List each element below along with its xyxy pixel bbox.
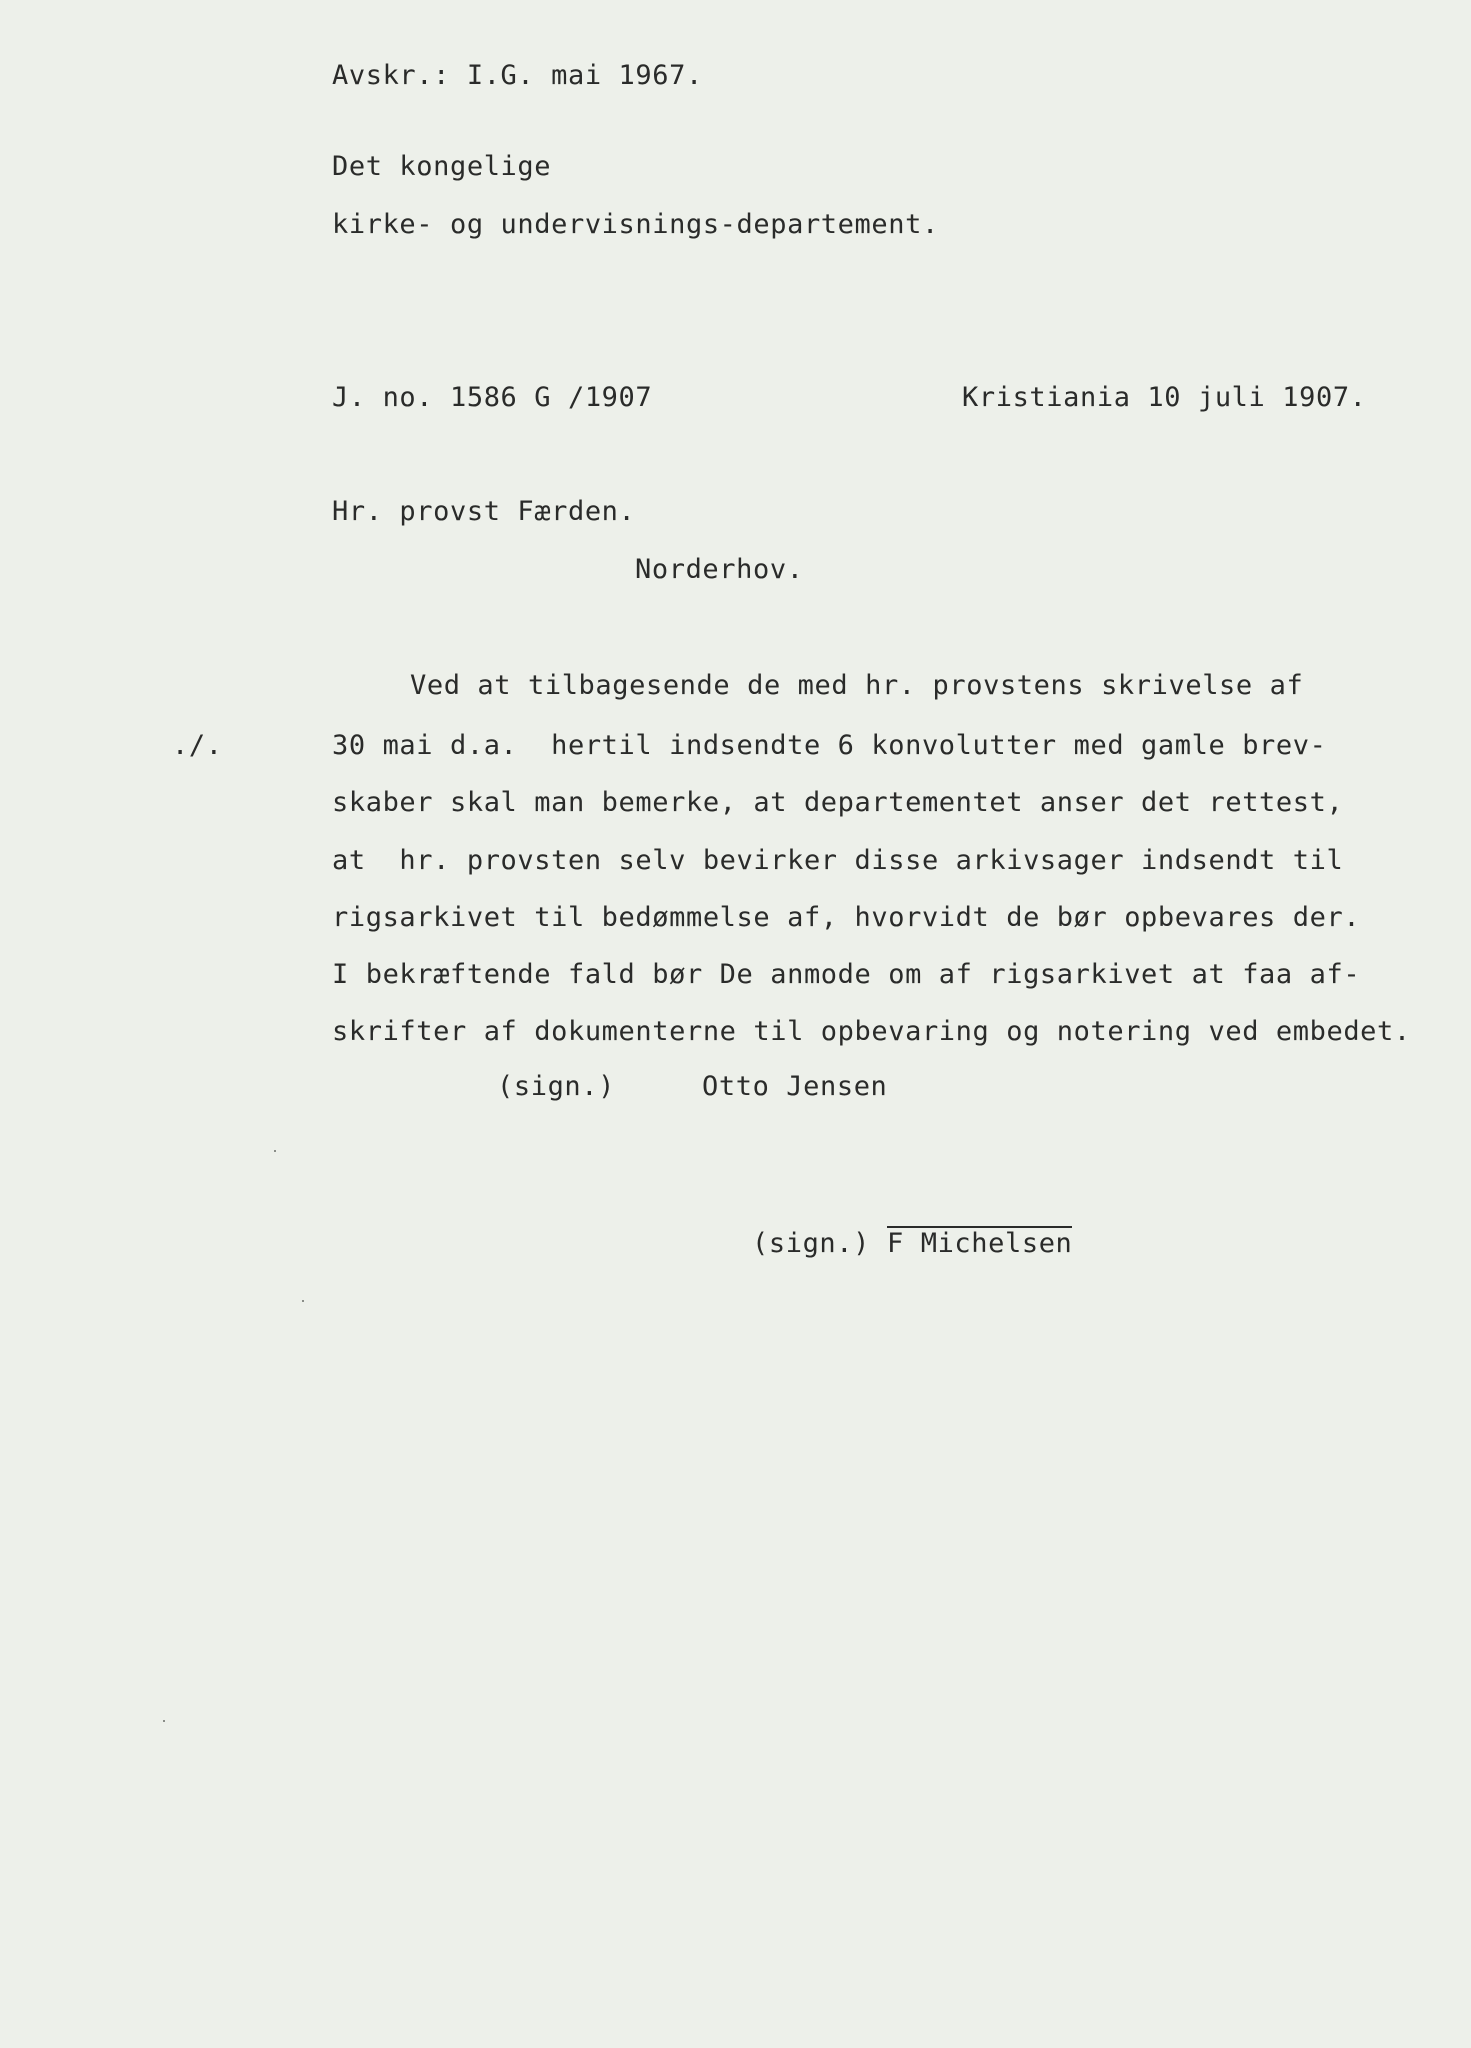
margin-mark: ./. <box>172 730 223 761</box>
signature-1-name: Otto Jensen <box>702 1071 888 1102</box>
copy-note: Avskr.: I.G. mai 1967. <box>332 60 703 91</box>
body-line-5: rigsarkivet til bedømmelse af, hvorvidt de bør opbevares der. <box>332 902 1361 933</box>
body-line-1: Ved at tilbagesende de med hr. provstens skrivelse af <box>410 670 1304 701</box>
body-line-2: 30 mai d.a. hertil indsendte 6 konvolutter med gamle brev- <box>332 730 1327 761</box>
body-line-3: skaber skal man bemerke, at departementet anser det rettest, <box>332 787 1344 818</box>
signature-2-name: F Michelsen <box>887 1228 1073 1259</box>
signature-1-prefix: (sign.) <box>497 1071 615 1102</box>
recipient-place: Norderhov. <box>635 554 804 585</box>
body-line-6: I bekræftende fald bør De anmode om af rigsarkivet at faa af- <box>332 959 1361 990</box>
paper-speck <box>302 1300 304 1302</box>
journal-number: J. no. 1586 G /1907 <box>332 382 653 413</box>
paper-speck <box>163 1720 165 1722</box>
signature-2-prefix: (sign.) <box>752 1228 870 1259</box>
paper-speck <box>274 1150 276 1152</box>
body-line-7: skrifter af dokumenterne til opbevaring og notering ved embedet. <box>332 1016 1411 1047</box>
body-line-4: at hr. provsten selv bevirker disse arkivsager indsendt til <box>332 845 1344 876</box>
recipient-name: Hr. provst Færden. <box>332 496 636 527</box>
place-date: Kristiania 10 juli 1907. <box>962 382 1367 413</box>
sender-line-2: kirke- og undervisnings-departement. <box>332 209 939 240</box>
sender-line-1: Det kongelige <box>332 151 552 182</box>
